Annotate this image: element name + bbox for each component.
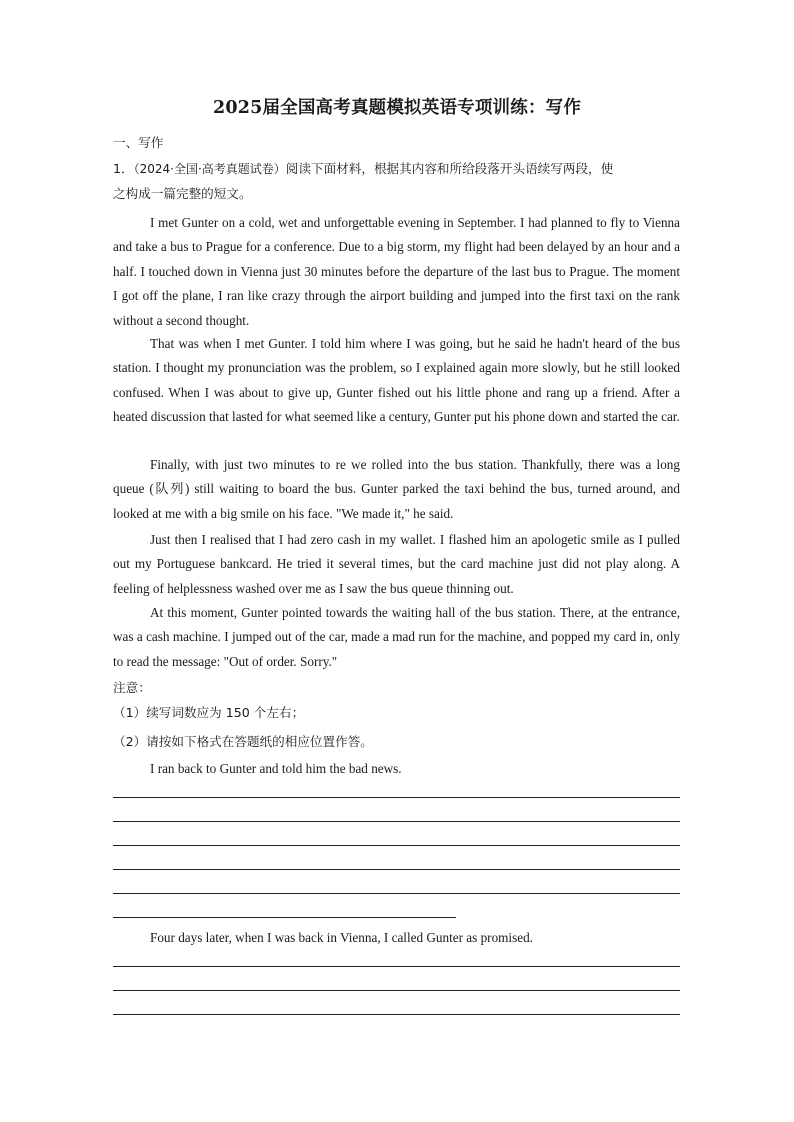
- passage-paragraph-1: I met Gunter on a cold, wet and unforgettable evening in September. I had planned to fly to Vienna and take a bus to Prague for a conference. Due to a big storm, my flight had been delayed by an hour and a half. I touched down in Vienna just 30 minutes before the departure of the last bus to Prague. The moment I got off the plane, I ran like crazy through the airport building and jumped into the first taxi on the rank without a second thought.: [113, 215, 680, 328]
- question-prompt-line2: 之构成一篇完整的短文。: [113, 186, 252, 201]
- passage-paragraph-3: Finally, with just two minutes to re we rolled into the bus station. Thankfully, there was a long queue (队列) still waiting to board the bus. Gunter parked the taxi behind the bus, turned around, and looked at me with a big smile on his face. "We made it," he said.: [113, 457, 680, 521]
- question-prompt-line1: 阅读下面材料，根据其内容和所给段落开头语续写两段，使: [285, 161, 614, 176]
- answer-line: [113, 1014, 680, 1015]
- passage-paragraph-4: Just then I realised that I had zero cash in my wallet. I flashed him an apologetic smile as I pulled out my Portuguese bankcard. He tried it several times, but the card machine just did not play along. A feeling of helplessness washed over me as I saw the bus queue thinning out.: [113, 532, 680, 596]
- question-prompt: [113, 160, 613, 178]
- question-number: 1．: [113, 161, 134, 176]
- notes-heading: 注意：: [113, 680, 151, 695]
- answer-line-short: [113, 917, 456, 918]
- answer-line: [113, 797, 680, 798]
- page-title: 2025届全国高考真题模拟英语专项训练：写作: [212, 98, 582, 118]
- section-heading: 一、写作: [113, 135, 164, 150]
- answer-line: [113, 990, 680, 991]
- notes-item-2: （2）请按如下格式在答题纸的相应位置作答。: [113, 734, 373, 749]
- answer-line: [113, 966, 680, 967]
- notes-item-1: （1）续写词数应为 150 个左右；: [113, 705, 305, 720]
- question-source: （2024·全国·高考真题试卷）: [133, 162, 286, 176]
- paragraph-start-2: Four days later, when I was back in Vienna, I called Gunter as promised.: [150, 930, 533, 945]
- answer-line: [113, 893, 680, 894]
- passage-paragraph-2: That was when I met Gunter. I told him where I was going, but he said he hadn't heard of the bus station. I thought my pronunciation was the problem, so I explained again more slowly, but he still looked confused. When I was about to give up, Gunter fished out his little phone and rang up a friend. After a heated discussion that lasted for what seemed like a century, Gunter put his phone down and started the car.: [113, 336, 680, 425]
- passage-paragraph-5: At this moment, Gunter pointed towards the waiting hall of the bus station. There, at the entrance, was a cash machine. I jumped out of the car, made a mad run for the machine, and popped my card in, only to read the message: "Out of order. Sorry.": [113, 605, 680, 669]
- paragraph-start-1: I ran back to Gunter and told him the bad news.: [150, 761, 402, 776]
- answer-line: [113, 869, 680, 870]
- answer-line: [113, 845, 680, 846]
- answer-line: [113, 821, 680, 822]
